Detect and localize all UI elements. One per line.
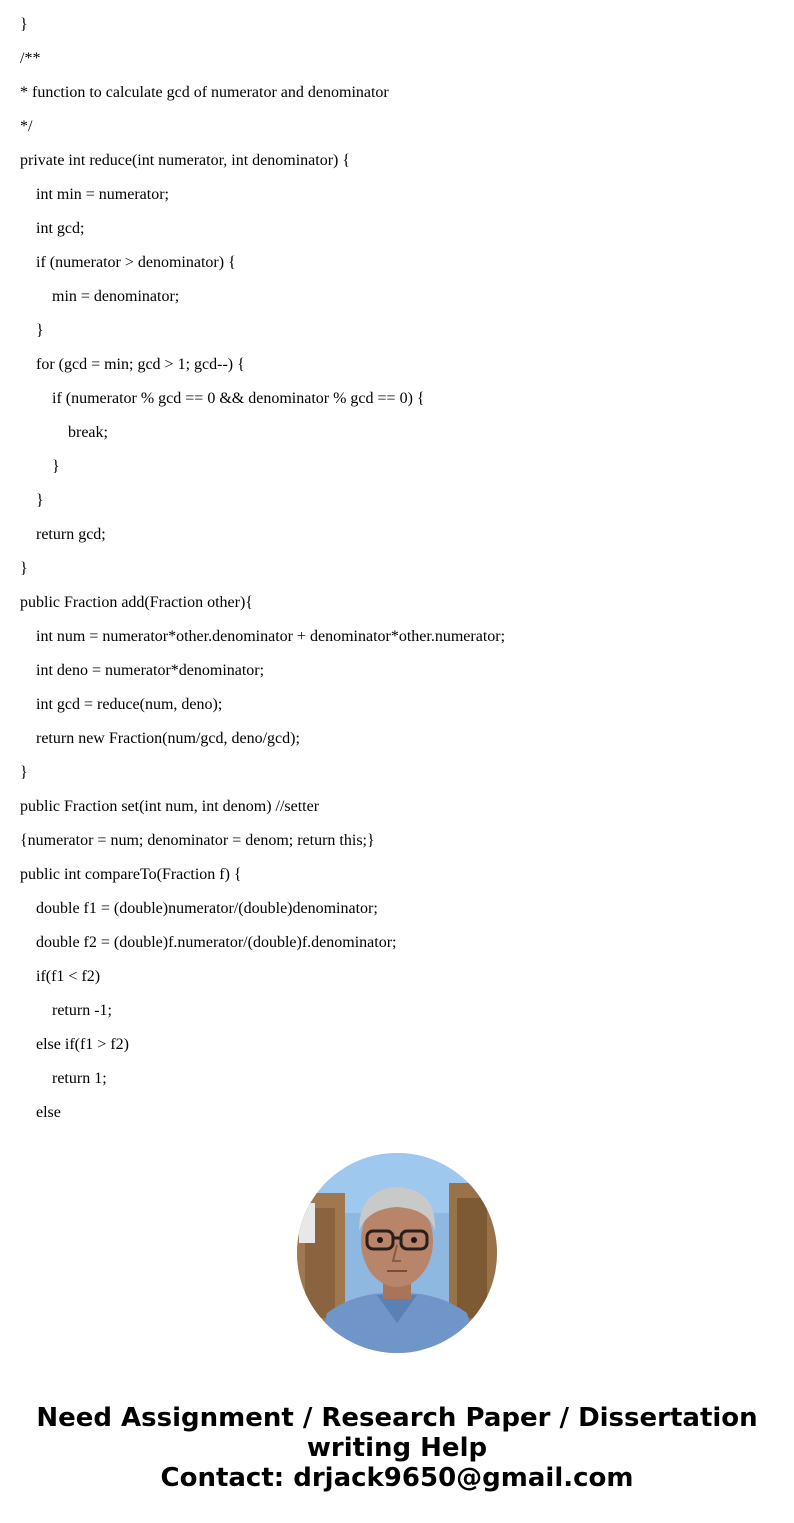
code-line: else if(f1 > f2) xyxy=(20,1036,129,1053)
promo-line-1: Need Assignment / Research Paper / Dissertation xyxy=(36,1403,758,1433)
code-line: int num = numerator*other.denominator + denominator*other.numerator; xyxy=(20,628,506,645)
code-line: /** xyxy=(20,50,41,67)
code-line: } xyxy=(20,322,44,339)
code-line: * function to calculate gcd of numerator and denominator xyxy=(20,84,389,101)
code-line: return -1; xyxy=(20,1002,112,1019)
code-line: if(f1 < f2) xyxy=(20,968,101,985)
code-line: if (numerator > denominator) { xyxy=(20,254,236,271)
code-line: } xyxy=(20,458,60,475)
author-photo xyxy=(297,1153,497,1353)
code-line: return 1; xyxy=(20,1070,107,1087)
code-line: int min = numerator; xyxy=(20,186,169,203)
code-line: } xyxy=(20,16,28,33)
promo-contact: Contact: drjack9650@gmail.com xyxy=(160,1463,634,1493)
code-line: */ xyxy=(20,118,33,135)
code-line: int gcd = reduce(num, deno); xyxy=(20,696,223,713)
code-line: min = denominator; xyxy=(20,288,180,305)
code-line: } xyxy=(20,492,44,509)
code-line: private int reduce(int numerator, int denominator) { xyxy=(20,152,351,169)
code-line: public int compareTo(Fraction f) { xyxy=(20,866,242,883)
code-line: double f1 = (double)numerator/(double)denominator; xyxy=(20,900,378,917)
code-line: public Fraction add(Fraction other){ xyxy=(20,594,253,611)
code-line: if (numerator % gcd == 0 && denominator % gcd == 0) { xyxy=(20,390,425,407)
code-line: {numerator = num; denominator = denom; return this;} xyxy=(20,832,375,849)
code-line: else xyxy=(20,1104,61,1121)
promo-banner xyxy=(0,1403,794,1493)
promo-line-2: writing Help xyxy=(306,1433,488,1463)
code-line: public Fraction set(int num, int denom) //setter xyxy=(20,798,320,815)
code-line: break; xyxy=(20,424,108,441)
code-line: for (gcd = min; gcd > 1; gcd--) { xyxy=(20,356,245,373)
code-line: double f2 = (double)f.numerator/(double)f.denominator; xyxy=(20,934,397,951)
code-listing xyxy=(20,10,780,1132)
code-line: int deno = numerator*denominator; xyxy=(20,662,265,679)
code-line: } xyxy=(20,764,28,781)
code-line: return new Fraction(num/gcd, deno/gcd); xyxy=(20,730,300,747)
code-line: } xyxy=(20,560,28,577)
code-line: int gcd; xyxy=(20,220,85,237)
author-portrait xyxy=(297,1153,497,1353)
code-line: return gcd; xyxy=(20,526,106,543)
